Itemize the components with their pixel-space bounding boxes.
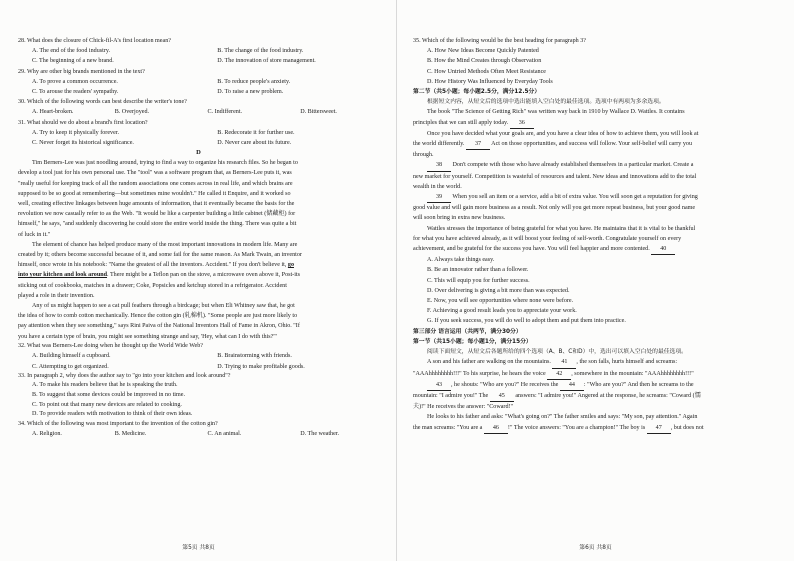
q28-stem: 28. What does the closure of Chick-fil-A's first location mean?: [18, 38, 171, 44]
blank-44[interactable]: 44: [560, 380, 584, 391]
q29-option-b[interactable]: B. To reduce people's anxiety.: [217, 78, 291, 85]
passage-line: [413, 423, 768, 434]
q35-option-a[interactable]: A. How New Ideas Become Quickly Patented: [427, 48, 539, 55]
blank-37[interactable]: 37: [466, 139, 490, 150]
q34-options: [18, 429, 379, 439]
section-2-instructions: 根据短文内容，从短文后的选项中选出能填入空白处的最佳选项。选项中有两项为多余选项。: [427, 99, 665, 106]
q29-options-row1: [18, 77, 379, 87]
sentence-option[interactable]: F. Achieving a good result leads you to appreciate your work.: [427, 308, 577, 315]
passage-line: [413, 160, 768, 171]
sentence-option[interactable]: B. Be an innovator rather than a follower.: [427, 267, 529, 274]
blank-41[interactable]: 41: [552, 357, 576, 368]
blank-39[interactable]: 39: [427, 192, 451, 203]
passage-line: revolution we now casually refer to as the Web. "It would be like a carpenter building a little cabinet (储藏柜) for: [18, 211, 296, 218]
passage-line: you have a certain type of brain, you might see something strange and say, 'Hey, what can I do with this?'": [18, 333, 277, 340]
q32-option-c[interactable]: C. Attempting to get organized.: [32, 363, 109, 370]
passage-line: [413, 391, 768, 402]
passage-line: wealth in the world.: [413, 183, 462, 190]
q31-stem: 31. What should we do about a brand's first location?: [18, 119, 148, 126]
passage-line: [413, 244, 768, 255]
q34-option-a[interactable]: A. Religion.: [32, 431, 62, 438]
passage-line: through.: [413, 152, 434, 159]
passage-d-para1: [18, 158, 379, 240]
section-1-instructions: 阅读下面短文，从短文后各题所给的四个选项（A、B、C和D）中，选出可以填入空白处的最佳选项。: [427, 349, 687, 356]
passage-line: The element of chance has helped produce many of the most important innovations in modern life. Many are: [32, 241, 298, 248]
section-1-title: 第一节（共15小题；每小题1分，满分15分）: [413, 338, 532, 345]
passage-text: When you sell an item or a service, add a bit of extra value. You will soon get a reputation for giving: [452, 194, 698, 201]
passage-d-para2: [18, 240, 379, 301]
passage-line: well, creating effective linkages between huge amounts of information, that it eventually became the basis for the: [18, 201, 295, 208]
q32-option-a[interactable]: A. Building himself a cupboard.: [32, 353, 111, 360]
q31-option-c[interactable]: C. Never forget its historical significance.: [32, 140, 134, 147]
passage-line: The book "The Science of Getting Rich" was written way back in 1910 by Wallace D. Wattles. It contains: [427, 109, 685, 116]
sentence-option[interactable]: E. Now, you will see opportunities where none were before.: [427, 298, 574, 305]
q34-option-c[interactable]: C. An animal.: [207, 431, 242, 438]
q28-option-c[interactable]: C. The beginning of a new brand.: [32, 58, 114, 65]
passage-line: of luck in it.": [18, 231, 51, 238]
q33-stem: 33. In paragraph 2, why does the author say to "go into your kitchen and look around"?: [18, 372, 231, 379]
passage-line: [413, 357, 768, 368]
q32-option-b[interactable]: B. Brainstorming with friends.: [217, 353, 292, 360]
passage-line: [413, 192, 768, 203]
q29-option-c[interactable]: C. To arouse the readers' sympathy.: [32, 89, 119, 96]
underlined-phrase: into your kitchen and look around: [18, 272, 108, 279]
passage-text: , he shouts: "Who are you?" He receives the: [451, 381, 559, 388]
underlined-phrase-start: go: [287, 262, 294, 269]
q29-option-a[interactable]: A. To prove a common occurrence.: [32, 78, 118, 85]
q33-option-b[interactable]: B. To suggest that some devices could be improved in no time.: [32, 392, 185, 399]
passage-line: [18, 270, 379, 280]
q28-option-a[interactable]: A. The end of the food industry.: [32, 48, 111, 55]
blank-36[interactable]: 36: [510, 118, 534, 129]
q32-option-d[interactable]: D. Trying to make profitable goods.: [217, 363, 305, 370]
q34-option-b[interactable]: B. Medicine.: [114, 431, 147, 438]
q33-option-c[interactable]: C. To point out that many new devices are related to cooking.: [32, 401, 182, 408]
q35-stem: 35. Which of the following would be the best heading for paragraph 3?: [413, 38, 587, 44]
blank-45[interactable]: 45: [490, 391, 514, 402]
passage-line: himself," he says, "and suddenly discovering he could store the entire world inside the thing. There was quite a bit: [18, 221, 297, 228]
q31-options-row2: [18, 138, 379, 148]
q31-option-b[interactable]: B. Redecorate it for further use.: [217, 129, 295, 136]
q28-option-b[interactable]: B. The change of the food industry.: [217, 48, 304, 55]
passage-line: the idea of how to comb cotton mechanically. Hence the cotton gin (轧棉机). "Some people are just more likely to: [18, 313, 298, 320]
passage-line: "really useful for keeping track of all the random associations one comes across in real life, and which brains are: [18, 180, 293, 187]
part-3-title: 第三部分 语言运用（共两节，满分30分）: [413, 328, 522, 335]
q30-option-d[interactable]: D. Bittersweet.: [300, 109, 337, 116]
passage-line: Wattles stresses the importance of being grateful for what you have. He maintains that it is vital to be thankful: [427, 225, 696, 232]
passage-text: mountain: "I admire you!" The: [413, 392, 489, 399]
passage-line: [413, 369, 768, 380]
passage-text: . There might be a Teflon pan on the stove, a microwave oven above it, Post-its: [107, 272, 300, 279]
passage-text: "AAAhhhhhhhh!!!" To his surprise, he hears the voice: [413, 370, 546, 377]
q30-options: [18, 107, 379, 117]
passage-text: himself, once wrote in his notebook: "Name the greatest of all the inventors. Accident." If you don't believe it,: [18, 262, 287, 269]
passage-line: [413, 139, 768, 150]
passage-text: the world differently.: [413, 141, 465, 148]
passage-text: achievement, and be grateful for the success you have. You will feel happier and more contented.: [413, 246, 650, 253]
blank-46[interactable]: 46: [484, 423, 508, 434]
passage-line: good value and will gain more business as a result. Not only will you get more repeat business, but your good name: [413, 205, 696, 212]
q28-option-d[interactable]: D. The innovation of store management.: [217, 58, 316, 65]
q35-option-b[interactable]: B. How the Mind Creates through Observation: [427, 58, 542, 65]
q34-option-d[interactable]: D. The weather.: [300, 431, 340, 438]
q31-options-row1: [18, 128, 379, 138]
q29-option-d[interactable]: D. To raise a new problem.: [217, 89, 284, 96]
passage-text: , but does not: [670, 424, 704, 431]
passage-text: answers: "I admire you!" Angered at the response, he screams: "Coward (懦: [515, 392, 701, 399]
passage-text: !" The voice answers: "You are a champion!" The boy is: [507, 424, 646, 431]
sentence-option[interactable]: A. Always take things easy.: [427, 257, 495, 264]
passage-text: , somewhere in the mountain: "AAAhhhhhhhh!!!": [571, 370, 694, 377]
passage-line: 夫)!" He receives the answer: "Coward!": [413, 404, 514, 411]
passage-line: sticking out of cookbooks, matches in a drawer; Coke, Popsicles and ketchup stored in a refrigerator. Accident: [18, 282, 287, 289]
page-number-left: 第5页 共8页: [182, 545, 215, 551]
passage-line: develop a tool just for his own personal use. The "tool" was a software program that, as Berners-Lee puts it, was: [18, 170, 292, 177]
passage-text: principles that we can still apply today.: [413, 119, 509, 126]
passage-line: played a role in their invention.: [18, 292, 95, 299]
passage-line: pay attention when they see something," says Rini Paiva of the National Inventors Hall of Fame in Akron, Ohio. "If: [18, 323, 300, 330]
section-2-title: 第二节（共5小题；每小题2.5分，满分12.5分）: [413, 89, 541, 96]
passage-d-para3: [18, 301, 379, 342]
passage-text: : "Who are you?" And then he screams to the: [583, 381, 694, 388]
q29-stem: 29. Why are other big brands mentioned in the text?: [18, 68, 145, 75]
q30-option-c[interactable]: C. Indifferent.: [207, 109, 243, 116]
q30-stem: 30. Which of the following words can best describe the writer's tone?: [18, 99, 187, 106]
section-d-heading: D: [196, 149, 201, 157]
q30-option-a[interactable]: A. Heart-broken.: [32, 109, 74, 116]
passage-text: , the son falls, hurts himself and screams:: [576, 359, 678, 366]
blank-42[interactable]: 42: [547, 369, 571, 380]
q29-options-row2: [18, 87, 379, 97]
q31-option-a[interactable]: A. Try to keep it physically forever.: [32, 129, 119, 136]
passage-line: [413, 118, 768, 129]
q30-option-b[interactable]: B. Overjoyed.: [114, 109, 150, 116]
passage-line: [413, 380, 768, 391]
sentence-option[interactable]: C. This will equip you for further success.: [427, 277, 530, 284]
q32-options-row2: [18, 362, 379, 372]
q28-options-row2: [18, 56, 379, 66]
q33-option-d[interactable]: D. To provide readers with motivation to think of their own ideas.: [32, 411, 193, 418]
passage-line: created by it; others become successful because of it, and some fail for the same reason. As Mark Twain, an inventor: [18, 252, 302, 259]
passage-line: for what you have achieved already, as it will boost your feeling of self-worth. Congratulate yourself on every: [413, 235, 682, 242]
q32-stem: 32. What was Berners-Lee doing when he thought up the World Wide Web?: [18, 342, 203, 349]
sentence-option[interactable]: G. If you seek success, you will do well to adopt them and put them into practice.: [427, 318, 626, 325]
passage-line: [18, 260, 379, 270]
q34-stem: 34. Which of the following was most important to the invention of the cotton gin?: [18, 420, 218, 427]
sentence-option[interactable]: D. Over delivering is giving a bit more than was expected.: [427, 287, 570, 294]
passage-text: Don't compete with those who have already established themselves in a particular market. Create a: [452, 162, 694, 169]
passage-line: will soon bring in extra new business.: [413, 215, 506, 222]
blank-38[interactable]: 38: [427, 160, 451, 171]
q35-option-c[interactable]: C. How Untried Methods Often Meet Resistance: [427, 68, 546, 75]
q31-option-d[interactable]: D. Never care about its future.: [217, 140, 292, 147]
passage-text: A son and his father are walking on the mountains.: [427, 359, 551, 366]
q32-options-row1: [18, 351, 379, 361]
right-page: [397, 0, 794, 561]
passage-line: Any of us might happen to see a cat pull feathers through a birdcage; but when Eli Whitney saw that, he got: [32, 303, 295, 310]
passage-line: He looks to his father and asks: "What's going on?" The father smiles and says: "My son, pay attention." Again: [427, 414, 698, 421]
blank-43[interactable]: 43: [427, 380, 451, 391]
passage-line: new market for yourself. Competition is wasteful of resources and talent. New ideas and innovations add to the total: [413, 173, 697, 180]
page-number-right: 第6页 共8页: [579, 545, 612, 551]
passage-text: the man screams: "You are a: [413, 424, 483, 431]
q33-option-a[interactable]: A. To make his readers believe that he is speaking the truth.: [32, 382, 178, 389]
q35-option-d[interactable]: D. How History Was Influenced by Everyday Tools: [427, 78, 553, 85]
passage-text: Act on those opportunities, and success will follow. Your self-belief will carry you: [491, 141, 693, 148]
blank-40[interactable]: 40: [651, 244, 675, 255]
passage-line: Once you have decided what your goals are, and you have a clear idea of how to achieve them, you will look at: [427, 130, 699, 137]
passage-line: Tim Berners-Lee was just noodling around, trying to find a way to organize his research files. So he began to: [32, 160, 298, 167]
q28-options-row1: [18, 46, 379, 56]
blank-47[interactable]: 47: [647, 423, 671, 434]
passage-line: supposed to be so good at remembering—but sometimes mine wouldn't." He called it Enquire, and it worked so: [18, 190, 291, 197]
